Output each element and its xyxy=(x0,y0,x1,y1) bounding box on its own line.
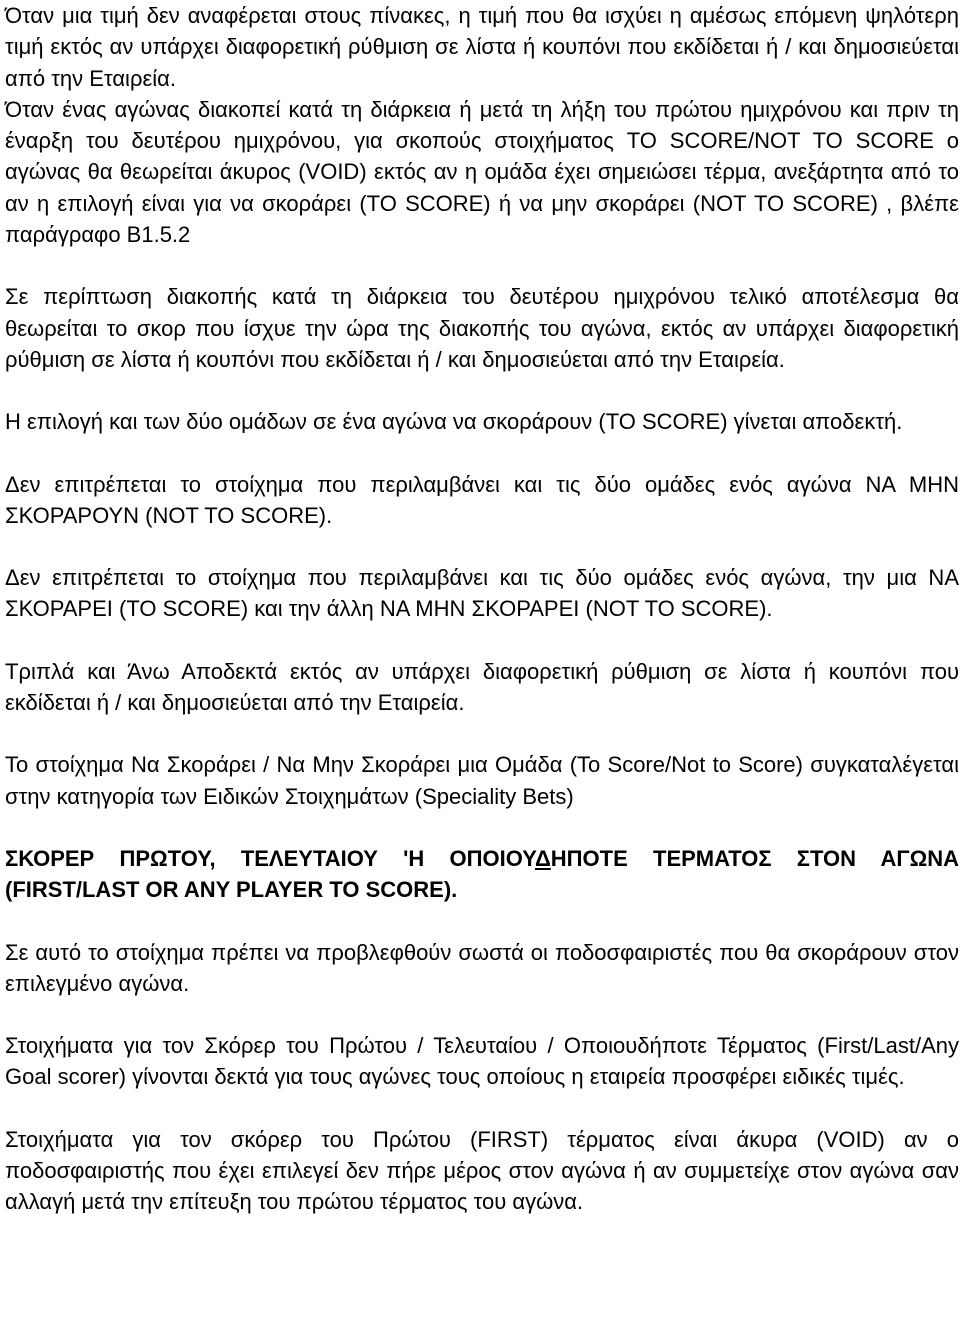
heading-part-1: ΣΚΟΡΕΡ ΠΡΩΤΟΥ, ΤΕΛΕΥΤΑΙΟΥ 'Η ΟΠΟΙΟΥ xyxy=(5,845,535,871)
document-page xyxy=(5,0,959,1218)
heading-underlined-letter: Δ xyxy=(534,845,551,871)
paragraph-scorer-bets-accepted: Στοιχήματα για τον Σκόρερ του Πρώτου / Τελευταίου / Οποιουδήποτε Τέρματος (First/Last/Any Goal scorer) γίνονται δεκτά για τους αγώνες τους οποίους η εταιρεία προσφέρει ειδικές τιμές. xyxy=(5,1033,959,1090)
paragraph-first-scorer-void: Στοιχήματα για τον σκόρερ του Πρώτου (FIRST) τέρματος είναι άκυρα (VOID) αν ο ποδοσφαιριστής που έχει επιλεγεί δεν πήρε μέρος στον αγώνα ή αν συμμετείχε στον αγώνα σαν αλλαγή μετά την επίτευξη του πρώτου τέρματος του αγώνα. xyxy=(5,1126,959,1215)
paragraph-both-not-score: Δεν επιτρέπεται το στοίχημα που περιλαμβάνει και τις δύο ομάδες ενός αγώνα ΝΑ ΜΗΝ ΣΚΟΡΑΡΟΥΝ (NOT TO SCORE). xyxy=(5,471,959,528)
paragraph-interruption-first-half: Όταν ένας αγώνας διακοπεί κατά τη διάρκεια ή μετά τη λήξη του πρώτου ημιχρόνου και πριν τη έναρξη του δευτέρου ημιχρόνου, για σκοπούς στοιχήματος TO SCORE/NOT TO SCORE ο αγώνας θα θεωρείται άκυρος (VOID) εκτός αν η ομάδα έχει σημειώσει τέρμα, ανεξάρτητα από το αν η επιλογή είναι για να σκοράρει (TO SCORE) ή να μην σκοράρει (NOT TO SCORE) , βλέπε παράγραφο Β1.5.2 xyxy=(5,96,959,248)
paragraph-predict-scorers: Σε αυτό το στοίχημα πρέπει να προβλεφθούν σωστά οι ποδοσφαιριστές που θα σκοράρουν στον επιλεγμένο αγώνα. xyxy=(5,939,959,996)
paragraph-speciality-bets: Το στοίχημα Να Σκοράρει / Να Μην Σκοράρει μια Ομάδα (To Score/Not to Score) συγκαταλέγεται στην κατηγορία των Ειδικών Στοιχημάτων (Speciality Bets) xyxy=(5,752,959,809)
section-heading-goal-scorer xyxy=(5,843,959,906)
heading-part-2: ΗΠΟΤΕ ΤΕΡΜΑΤΟΣ ΣΤΟΝ ΑΓΩΝΑ (FIRST/LAST OR ANY PLAYER TO SCORE). xyxy=(5,845,959,903)
paragraph-price-rule: Όταν μια τιμή δεν αναφέρεται στους πίνακες, η τιμή που θα ισχύει η αμέσως επόμενη ψηλότερη τιμή εκτός αν υπάρχει διαφορετική ρύθμιση σε λίστα ή κουπόνι που εκδίδεται ή / και δημοσιεύεται από την Εταιρεία. xyxy=(5,3,959,91)
paragraph-interruption-second-half: Σε περίπτωση διακοπής κατά τη διάρκεια του δευτέρου ημιχρόνου τελικό αποτέλεσμα θα θεωρείται το σκορ που ίσχυε την ώρα της διακοπής του αγώνα, εκτός αν υπάρχει διαφορετική ρύθμιση σε λίστα ή κουπόνι που εκδίδεται ή / και δημοσιεύεται από την Εταιρεία. xyxy=(5,284,959,372)
paragraph-both-teams-score: Η επιλογή και των δύο ομάδων σε ένα αγώνα να σκοράρουν (TO SCORE) γίνεται αποδεκτή. xyxy=(5,409,903,435)
paragraph-score-and-not-score: Δεν επιτρέπεται το στοίχημα που περιλαμβάνει και τις δύο ομάδες ενός αγώνα, την μια ΝΑ ΣΚΟΡΑΡΕΙ (TO SCORE) και την άλλη ΝΑ ΜΗΝ ΣΚΟΡΑΡΕΙ (NOT TO SCORE). xyxy=(5,565,959,622)
paragraph-trebles: Τριπλά και Άνω Αποδεκτά εκτός αν υπάρχει διαφορετική ρύθμιση σε λίστα ή κουπόνι που εκδίδεται ή / και δημοσιεύεται από την Εταιρεία. xyxy=(5,658,959,716)
